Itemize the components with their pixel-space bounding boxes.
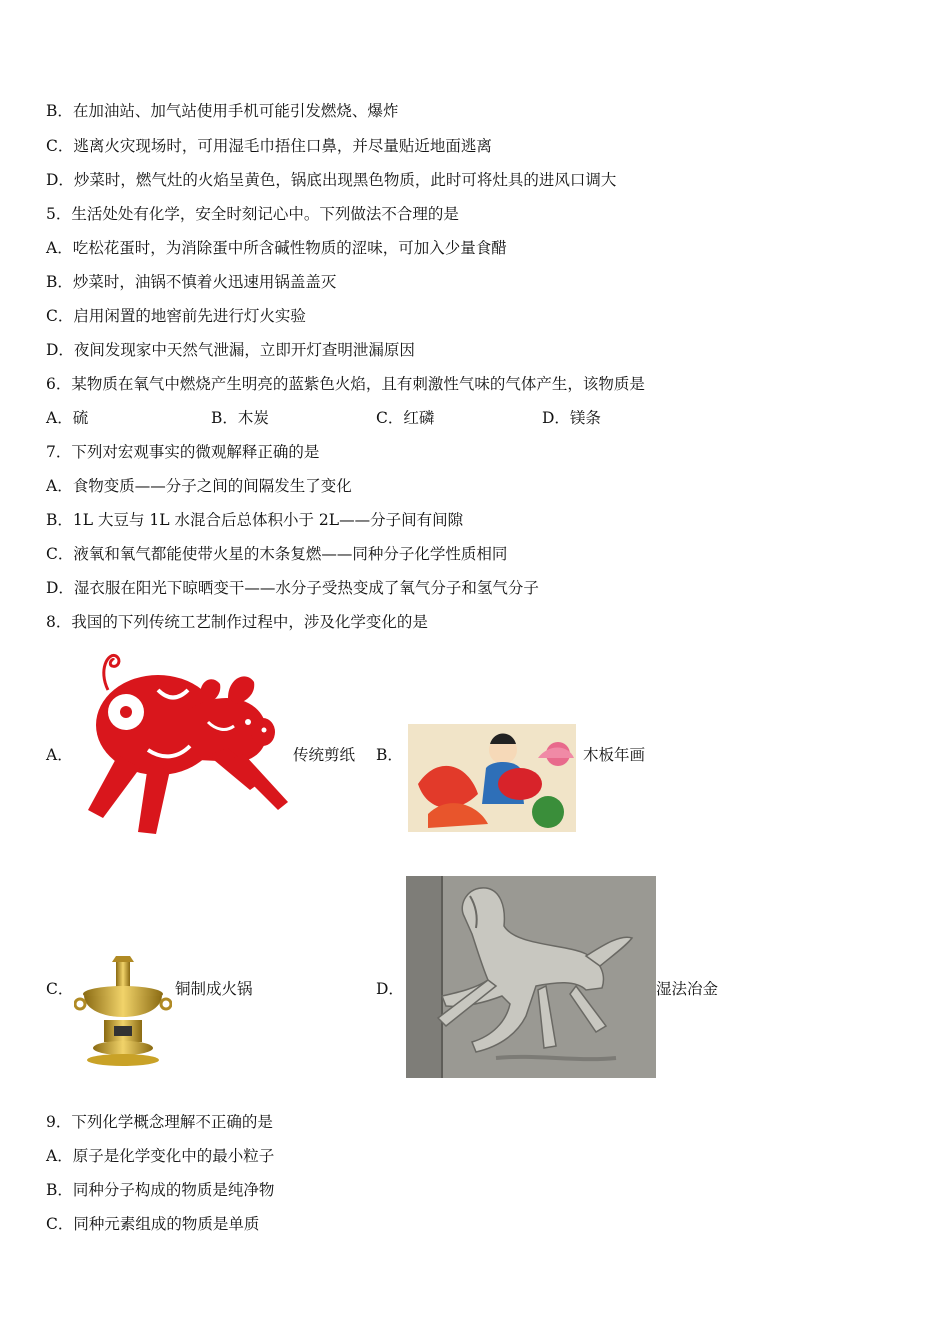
q8-option-b-text: 木板年画 <box>583 746 646 764</box>
q6-option-b: B．木炭 <box>211 409 269 427</box>
q7-option-b: B．1L 大豆与 1L 水混合后总体积小于 2L——分子间有间隙 <box>46 511 464 529</box>
q6-stem: 6．某物质在氧气中燃烧产生明亮的蓝紫色火焰，且有刺激性气味的气体产生，该物质是 <box>46 375 645 393</box>
paper-cut-pig-image <box>78 650 290 836</box>
galloping-horse-relief-image <box>406 876 656 1078</box>
q9-option-a: A．原子是化学变化中的最小粒子 <box>46 1147 275 1165</box>
q6-option-d: D．镁条 <box>542 409 601 427</box>
q6-option-a: A．硫 <box>46 409 89 427</box>
q5-option-c: C．启用闲置的地窖前先进行灯火实验 <box>46 307 306 325</box>
q6-option-c: C．红磷 <box>376 409 435 427</box>
copper-hotpot-image <box>74 956 172 1068</box>
q9-option-b: B．同种分子构成的物质是纯净物 <box>46 1181 275 1199</box>
woodblock-new-year-painting-image <box>408 724 576 832</box>
q8-option-d-text: 湿法冶金 <box>656 980 719 998</box>
q7-option-c: C．液氧和氧气都能使带火星的木条复燃——同种分子化学性质相同 <box>46 545 508 563</box>
q5-stem: 5．生活处处有化学，安全时刻记心中。下列做法不合理的是 <box>46 205 459 223</box>
q5-option-a: A．吃松花蛋时，为消除蛋中所含碱性物质的涩味，可加入少量食醋 <box>46 239 507 257</box>
q7-stem: 7．下列对宏观事实的微观解释正确的是 <box>46 443 320 461</box>
q7-option-a: A．食物变质——分子之间的间隔发生了变化 <box>46 477 352 495</box>
q8-option-c-letter: C． <box>46 980 74 998</box>
q8-option-d-letter: D． <box>376 980 404 998</box>
q9-option-c: C．同种元素组成的物质是单质 <box>46 1215 260 1233</box>
q4-option-c: C．逃离火灾现场时，可用湿毛巾捂住口鼻，并尽量贴近地面逃离 <box>46 137 492 155</box>
q8-option-a-letter: A． <box>46 746 73 764</box>
q8-option-a-text: 传统剪纸 <box>293 746 356 764</box>
q8-option-c-text: 铜制成火锅 <box>175 980 253 998</box>
q7-option-d: D．湿衣服在阳光下晾晒变干——水分子受热变成了氧气分子和氢气分子 <box>46 579 539 597</box>
q4-option-d: D．炒菜时，燃气灶的火焰呈黄色，锅底出现黑色物质，此时可将灶具的进风口调大 <box>46 171 617 189</box>
q9-stem: 9．下列化学概念理解不正确的是 <box>46 1113 273 1131</box>
q5-option-b: B．炒菜时，油锅不慎着火迅速用锅盖盖灭 <box>46 273 337 291</box>
q8-stem: 8．我国的下列传统工艺制作过程中，涉及化学变化的是 <box>46 613 428 631</box>
q4-option-b: B．在加油站、加气站使用手机可能引发燃烧、爆炸 <box>46 102 399 120</box>
q5-option-d: D．夜间发现家中天然气泄漏，立即开灯查明泄漏原因 <box>46 341 415 359</box>
q8-option-b-letter: B． <box>376 746 403 764</box>
